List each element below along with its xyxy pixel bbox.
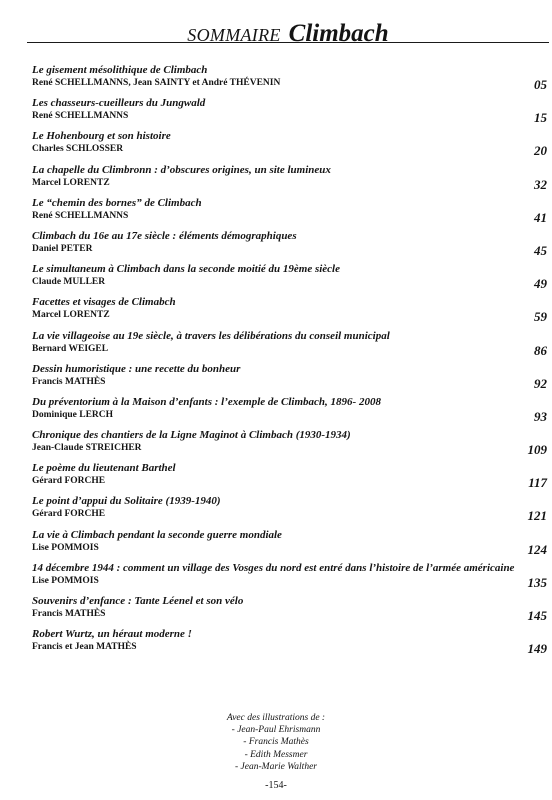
entry-page-number: 32 (534, 176, 547, 192)
table-of-contents (32, 64, 547, 661)
entry-page-number: 145 (527, 608, 547, 623)
credits-name: - Francis Mathès (243, 737, 309, 748)
entry-title: La vie villageoise au 19e siècle, à travers les délibérations du conseil municipal (32, 329, 390, 342)
entry-author: Dominique LERCH (32, 409, 114, 420)
toc-entry (32, 529, 547, 562)
entry-page-number: 124 (527, 541, 547, 557)
entry-page-number: 109 (527, 442, 547, 458)
entry-page-number: 45 (534, 242, 547, 258)
entry-author: René SCHELLMANNS (32, 210, 129, 221)
entry-title: Le poème du lieutenant Barthel (32, 462, 176, 475)
entry-page-number: 59 (534, 309, 547, 325)
toc-entry (32, 230, 547, 263)
entry-author: Jean-Claude STREICHER (32, 443, 142, 454)
entry-title: La vie à Climbach pendant la seconde guerre mondiale (32, 528, 282, 541)
toc-entry (32, 263, 547, 296)
page-number: -154- (265, 780, 287, 791)
credits-heading: Avec des illustrations de : (226, 713, 326, 723)
entry-page-number: 05 (534, 77, 547, 92)
entry-author: René SCHELLMANNS, Jean SAINTY et André THÉVENIN (32, 78, 281, 88)
entry-page-number: 92 (534, 375, 547, 391)
toc-entry (32, 64, 547, 97)
header-title: Climbach (288, 20, 389, 47)
toc-entry (32, 296, 547, 329)
toc-entry (32, 628, 547, 661)
toc-entry (32, 130, 547, 163)
illustrations-credits (0, 712, 552, 773)
toc-entry (32, 396, 547, 429)
entry-page-number: 135 (527, 574, 547, 590)
toc-entry (32, 429, 547, 462)
entry-author: Francis et Jean MATHÈS (32, 642, 137, 653)
toc-entry (32, 197, 547, 230)
entry-title: Le simultaneum à Climbach dans la seconde moitié du 19ème siècle (32, 263, 340, 276)
entry-title: Le Hohenbourg et son histoire (32, 130, 171, 143)
toc-entry (32, 330, 547, 363)
entry-author: Francis MATHÈS (32, 376, 106, 387)
entry-author: Marcel LORENTZ (32, 310, 110, 321)
entry-title: Robert Wurtz, un héraut moderne ! (32, 628, 192, 641)
toc-entry (32, 363, 547, 396)
entry-author: Lise POMMOIS (32, 575, 99, 586)
entry-title: Facettes et visages de Climabch (32, 296, 176, 309)
credits-name: - Jean-Marie Walther (235, 761, 317, 772)
entry-title: Le gisement mésolithique de Climbach (32, 64, 208, 76)
page-header (27, 8, 549, 47)
entry-author: Lise POMMOIS (32, 542, 99, 553)
entry-author: Daniel PETER (32, 243, 93, 254)
entry-author: René SCHELLMANNS (32, 111, 129, 122)
entry-title: La chapelle du Climbronn : d’obscures origines, un site lumineux (32, 163, 331, 176)
entry-title: Dessin humoristique : une recette du bonheur (32, 362, 241, 375)
toc-entry (32, 595, 547, 628)
toc-entry (32, 97, 547, 130)
header-prefix: SOMMAIRE (187, 25, 281, 45)
entry-page-number: 49 (534, 276, 547, 292)
entry-author: Bernard WEIGEL (32, 343, 109, 354)
entry-author: Charles SCHLOSSER (32, 144, 124, 155)
entry-page-number: 20 (534, 143, 547, 159)
entry-page-number: 41 (534, 209, 547, 225)
entry-author: Claude MULLER (32, 277, 106, 288)
entry-page-number: 121 (527, 508, 547, 524)
toc-entry (32, 495, 547, 528)
toc-entry (32, 562, 547, 595)
credits-name: - Edith Messmer (244, 749, 308, 760)
entry-title: Chronique des chantiers de la Ligne Maginot à Climbach (1930-1934) (32, 429, 351, 442)
entry-author: Gérard FORCHE (32, 509, 106, 520)
entry-author: Marcel LORENTZ (32, 177, 110, 188)
entry-title: Les chasseurs-cueilleurs du Jungwald (32, 97, 206, 110)
toc-entry (32, 462, 547, 495)
entry-title: Climbach du 16e au 17e siècle : éléments démographiques (32, 229, 297, 242)
entry-title: Du préventorium à la Maison d’enfants : l’exemple de Climbach, 1896- 2008 (32, 395, 381, 408)
entry-title: Souvenirs d’enfance : Tante Léenel et son vélo (32, 595, 244, 607)
entry-page-number: 86 (534, 342, 547, 358)
entry-title: Le point d’appui du Solitaire (1939-1940) (32, 495, 221, 508)
entry-page-number: 93 (534, 408, 547, 424)
toc-entry (32, 164, 547, 197)
entry-author: Francis MATHÈS (32, 609, 106, 619)
entry-title: Le “chemin des bornes” de Climbach (32, 196, 202, 209)
entry-title: 14 décembre 1944 : comment un village des Vosges du nord est entré dans l’histoire de l’armée américaine (32, 561, 515, 574)
entry-page-number: 15 (534, 110, 547, 126)
entry-page-number: 117 (528, 475, 547, 491)
entry-author: Gérard FORCHE (32, 476, 106, 487)
credits-name: - Jean-Paul Ehrismann (231, 725, 321, 736)
entry-page-number: 149 (527, 641, 547, 657)
